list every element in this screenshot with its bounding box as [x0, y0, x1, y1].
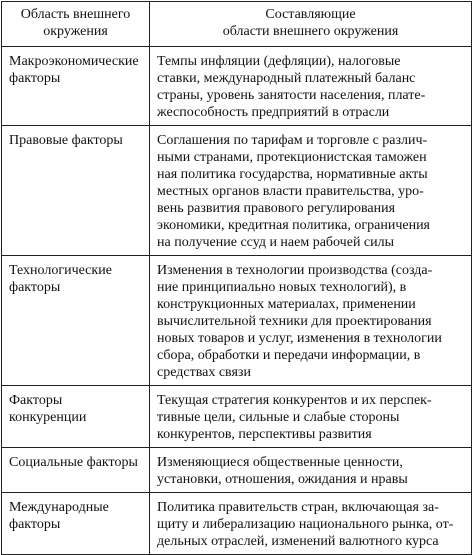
factor-name-line: Технологические	[9, 263, 112, 278]
factor-components	[150, 47, 472, 126]
factor-name-line: факторы	[9, 71, 61, 86]
header-text: окружения	[43, 24, 108, 39]
components-line: сбора, обработки и передачи информации, в	[157, 348, 421, 363]
components-line: Политика правительств стран, включающая за-	[157, 500, 439, 515]
factor-name-line: Макроэкономические	[9, 54, 139, 69]
components-line: средствах связи	[157, 365, 251, 380]
components-line: жеспособность предприятий в отрасли	[157, 105, 390, 120]
factor-components	[150, 126, 472, 256]
components-line: ными странами, протекционистская таможен	[157, 150, 427, 165]
header-text: области внешнего окружения	[222, 24, 399, 39]
components-line: местных органов власти правительства, уро-	[157, 184, 424, 199]
header-area	[2, 2, 150, 47]
factor-name-line: Социальные факторы	[9, 455, 138, 470]
factor-name	[2, 386, 150, 448]
table-row	[2, 386, 472, 448]
table-row	[2, 448, 472, 493]
factor-name	[2, 47, 150, 126]
factor-components	[150, 493, 472, 555]
table-row	[2, 47, 472, 126]
components-line: Изменения в технологии производства (созда-	[157, 263, 433, 278]
components-line: вычислительной техники для проектирования	[157, 314, 432, 329]
factor-name	[2, 126, 150, 256]
factor-name	[2, 493, 150, 555]
factor-name-line: Международные	[9, 500, 109, 515]
components-line: на получение ссуд и наем рабочей силы	[157, 235, 395, 250]
factor-components	[150, 256, 472, 386]
components-line: ставки, международный платежный баланс	[157, 71, 416, 86]
components-line: ная политика государства, нормативные акты	[157, 167, 428, 182]
components-line: Темпы инфляции (дефляции), налоговые	[157, 54, 401, 69]
components-line: вень развития правового регулирования	[157, 201, 396, 216]
factor-name-line: Факторы	[9, 393, 63, 408]
table-header-row	[2, 2, 472, 47]
factor-name-line: факторы	[9, 280, 61, 295]
factors-table	[1, 1, 472, 555]
components-line: Текущая стратегия конкурентов и их перспек-	[157, 393, 432, 408]
components-line: страны, уровень занятости населения, плате-	[157, 88, 426, 103]
factor-name	[2, 256, 150, 386]
components-line: ние принципиально новых технологий), в	[157, 280, 407, 295]
table-row	[2, 256, 472, 386]
table-row	[2, 493, 472, 555]
factor-name-line: конкуренции	[9, 410, 87, 425]
factor-components	[150, 386, 472, 448]
factor-name-line: Правовые факторы	[9, 133, 123, 148]
components-line: щиту и либерализацию национального рынка, от-	[157, 517, 454, 532]
components-line: новых товаров и услуг, изменения в технологии	[157, 331, 442, 346]
factor-components	[150, 448, 472, 493]
header-components	[150, 2, 472, 47]
components-line: экономики, кредитная политика, ограничения	[157, 218, 430, 233]
components-line: конструкционных материалах, применении	[157, 297, 416, 312]
table-row	[2, 126, 472, 256]
header-text: Составляющие	[265, 7, 356, 22]
components-line: дельных отраслей, изменений валютного курса	[157, 534, 439, 549]
components-line: Изменяющиеся общественные ценности,	[157, 455, 403, 470]
components-line: Соглашения по тарифам и торговле с различ-	[157, 133, 428, 148]
header-text: Область внешнего	[20, 7, 131, 22]
components-line: установки, отношения, ожидания и нравы	[157, 472, 408, 487]
factor-name-line: факторы	[9, 517, 61, 532]
factor-name	[2, 448, 150, 493]
components-line: тивные цели, сильные и слабые стороны	[157, 410, 400, 425]
components-line: конкурентов, перспективы развития	[157, 427, 372, 442]
